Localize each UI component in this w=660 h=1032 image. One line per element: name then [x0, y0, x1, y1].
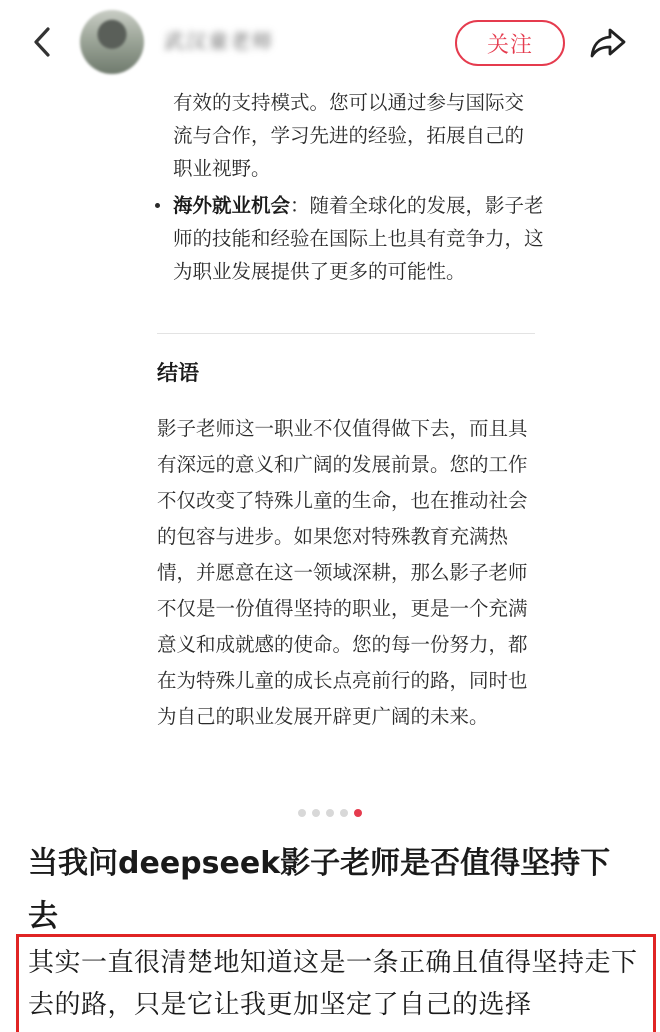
post-image-card[interactable] [0, 86, 660, 796]
carousel-indicator [0, 806, 660, 820]
carousel-dot[interactable] [354, 809, 362, 817]
carousel-dot[interactable] [340, 809, 348, 817]
share-arrow-icon [588, 25, 628, 61]
carousel-dot[interactable] [312, 809, 320, 817]
bullet-bold-label: 海外就业机会 [173, 194, 291, 217]
share-button[interactable] [584, 20, 632, 66]
section-heading: 结语 [157, 361, 199, 385]
carousel-dot[interactable] [298, 809, 306, 817]
post-body: 其实一直很清楚地知道这是一条正确且值得坚持走下去的路，只是它让我更加坚定了自己的选择 [28, 948, 638, 1020]
section-divider [157, 333, 535, 334]
conclusion-paragraph: 影子老师这一职业不仅值得做下去，而且具有深远的意义和广阔的发展前景。您的工作不仅改变了特殊儿童的生命，也在推动社会的包容与进步。如果您对特殊教育充满热情，并愿意在这一领域深耕，那么影子老师不仅是一份值得坚持的职业，更是一个充满意义和成就感的使命。您的每一份努力，都在为特殊儿童的成长点亮前行的路，同时也为自己的职业发展开辟更广阔的未来。 [157, 417, 528, 728]
chevron-left-icon [31, 25, 53, 59]
author-avatar[interactable] [80, 10, 144, 74]
follow-button[interactable]: 关注 [455, 20, 565, 66]
carousel-dot[interactable] [326, 809, 334, 817]
author-name[interactable]: 武汉童老师 [164, 29, 274, 53]
bullet-dot-icon [155, 203, 160, 208]
top-bar [0, 0, 660, 86]
post-title: 当我问deepseek影子老师是否值得坚持下去 [28, 846, 611, 934]
back-button[interactable] [22, 22, 62, 62]
bullet-text [173, 189, 545, 288]
card-paragraph-top: 有效的支持模式。您可以通过参与国际交流与合作，学习先进的经验，拓展自己的职业视野。 [173, 91, 525, 180]
bullet-body-text: ：随着全球化的发展，影子老师的技能和经验在国际上也具有竞争力，这为职业发展提供了更多的可能性。 [173, 194, 544, 283]
